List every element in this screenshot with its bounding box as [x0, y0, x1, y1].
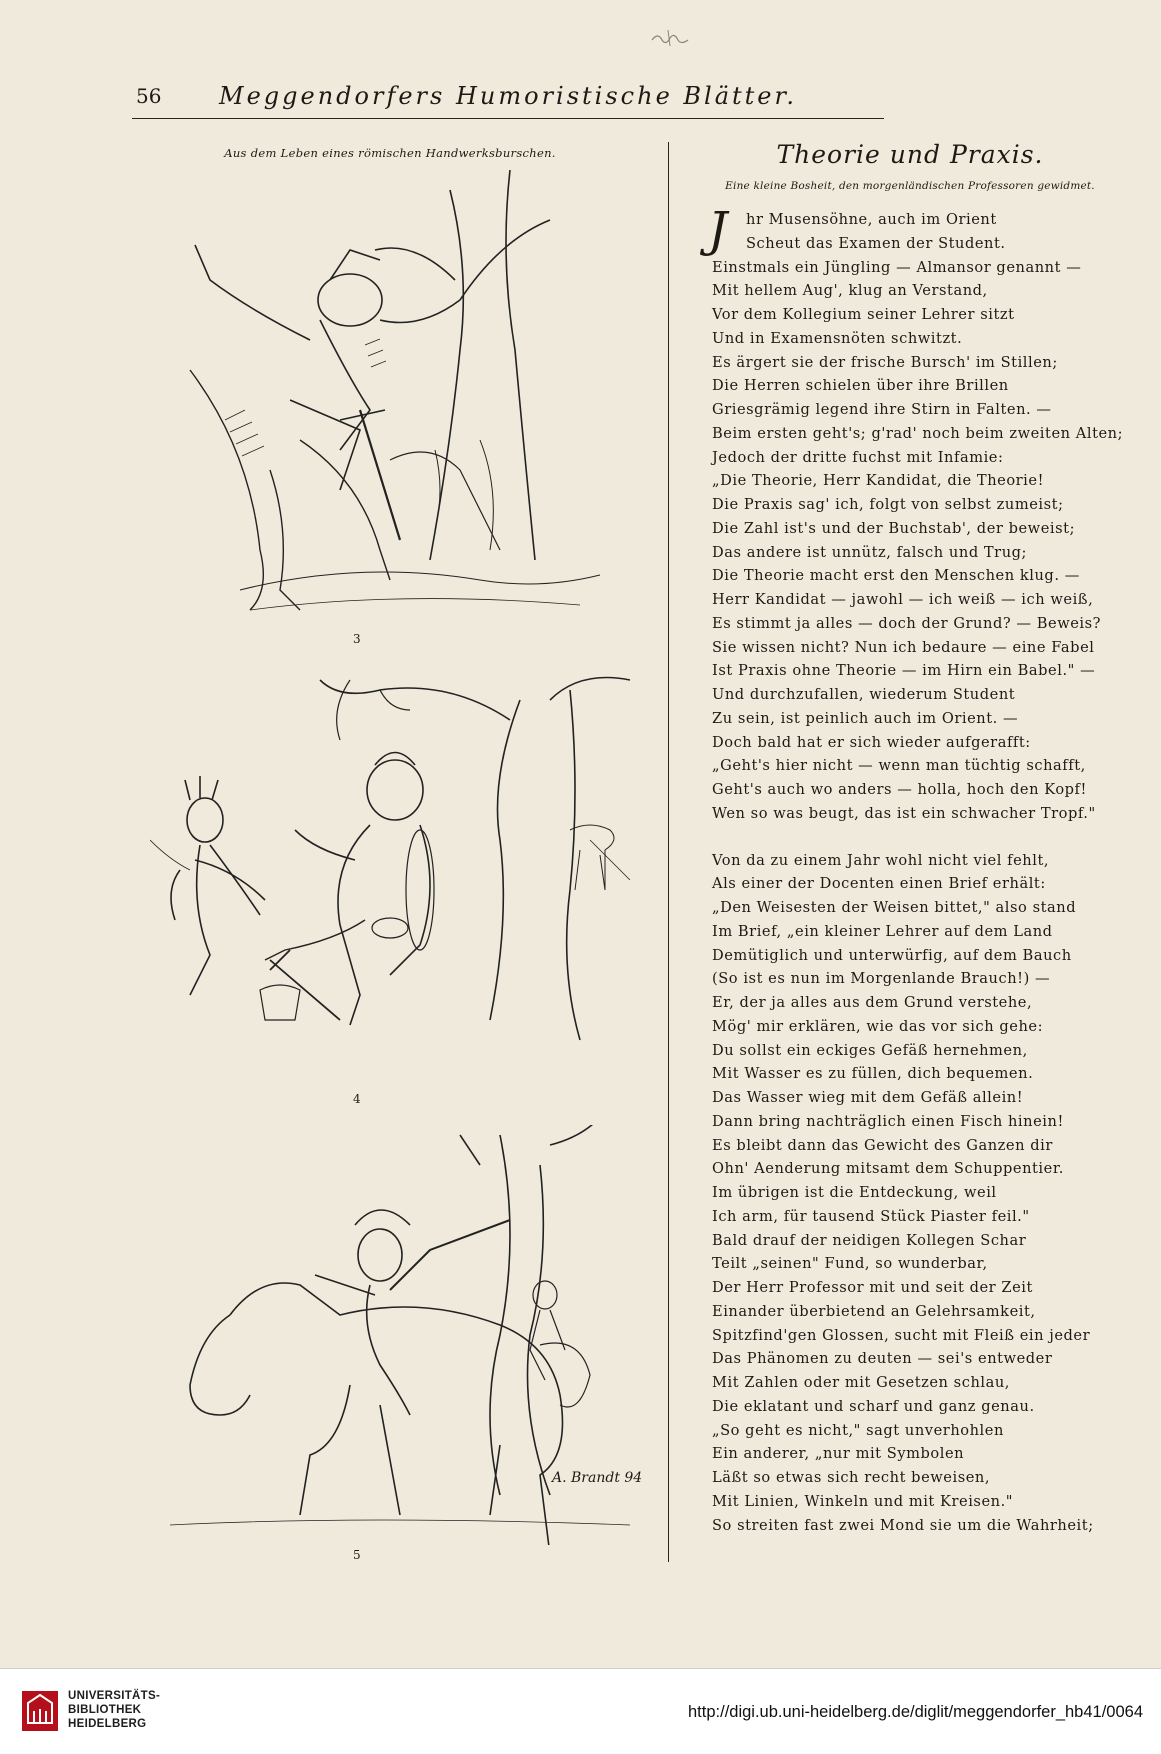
poem-line: Der Herr Professor mit und seit der Zeit	[712, 1279, 1033, 1296]
poem-line: Du sollst ein eckiges Gefäß hernehmen,	[712, 1041, 1028, 1059]
drop-cap: J	[708, 202, 728, 258]
poem-line: Als einer der Docenten einen Brief erhält:	[712, 875, 1046, 893]
illustration-4	[150, 660, 650, 1090]
poem-line: Griesgrämig legend ihre Stirn in Falten. —	[712, 401, 1052, 418]
man-kicked-by-horse-illustration	[150, 170, 650, 640]
poem-line: Mit Wasser es zu füllen, dich bequemen.	[712, 1065, 1034, 1083]
poem-line: Wen so was beugt, das ist ein schwacher Tropf."	[712, 804, 1096, 822]
poem-body	[712, 208, 1130, 1537]
poem-line: Geht's auch wo anders — holla, hoch den Kopf!	[712, 781, 1087, 798]
poem-line: Doch bald hat er sich wieder aufgerafft:	[712, 733, 1031, 751]
library-name: UNIVERSITÄTS- BIBLIOTHEK HEIDELBERG	[68, 1690, 161, 1730]
poem-line: Im übrigen ist die Entdeckung, weil	[712, 1184, 997, 1201]
poem-line: Dann bring nachträglich einen Fisch hinein!	[712, 1112, 1064, 1130]
poem-line: Das andere ist unnütz, falsch und Trug;	[712, 543, 1028, 561]
poem-line: Spitzfind'gen Glossen, sucht mit Fleiß ein jeder	[712, 1326, 1091, 1344]
illustration-caption: Aus dem Leben eines römischen Handwerksburschen.	[224, 146, 556, 160]
source-url[interactable]: http://digi.ub.uni-heidelberg.de/diglit/meggendorfer_hb41/0064	[688, 1703, 1143, 1721]
poem-line: So streiten fast zwei Mond sie um die Wahrheit;	[712, 1516, 1094, 1534]
poem-line: Zu sein, ist peinlich auch im Orient. —	[712, 709, 1019, 727]
poem-line: Es stimmt ja alles — doch der Grund? — Beweis?	[712, 614, 1102, 632]
illustration-3	[150, 170, 650, 640]
poem-line: Die Zahl ist's und der Buchstab', der beweist;	[712, 519, 1076, 537]
figure-4-number: 4	[353, 1092, 361, 1106]
pencil-mark-icon	[648, 26, 692, 52]
poem-line: „Die Theorie, Herr Kandidat, die Theorie!	[712, 472, 1045, 490]
poem-line: Es ärgert sie der frische Bursch' im Stillen;	[712, 353, 1058, 371]
poem-line: Jedoch der dritte fuchst mit Infamie:	[712, 448, 1004, 466]
figure-5-number: 5	[353, 1548, 361, 1562]
library-footer	[0, 1668, 1161, 1754]
poem-line: Das Wasser wieg mit dem Gefäß allein!	[712, 1089, 1024, 1106]
poem-line: Im Brief, „ein kleiner Lehrer auf dem Land	[712, 922, 1053, 940]
magazine-title: Meggendorfers Humoristische Blätter.	[219, 82, 797, 110]
poem-line: Einander überbietend an Gelehrsamkeit,	[712, 1302, 1036, 1320]
poem-line: Scheut das Examen der Student.	[746, 234, 1006, 252]
poem-line: Es bleibt dann das Gewicht des Ganzen dir	[712, 1136, 1053, 1154]
poem-line: Demütiglich und unterwürfig, auf dem Bauch	[712, 946, 1072, 964]
poem-line: Die eklatant und scharf und ganz genau.	[712, 1397, 1035, 1415]
poem-line: Mit Linien, Winkeln und mit Kreisen."	[712, 1492, 1014, 1510]
poem-line: Läßt so etwas sich recht beweisen,	[712, 1469, 991, 1486]
poem-line: Sie wissen nicht? Nun ich bedaure — eine Fabel	[712, 638, 1095, 656]
poem-line: Einstmals ein Jüngling — Almansor genannt —	[712, 258, 1082, 276]
artist-signature: A. Brandt 94	[552, 1470, 643, 1486]
poem-line: Vor dem Kollegium seiner Lehrer sitzt	[712, 306, 1015, 323]
poem-line: Ist Praxis ohne Theorie — im Hirn ein Babel." —	[712, 662, 1096, 680]
poem-line: „Geht's hier nicht — wenn man tüchtig schafft,	[712, 757, 1086, 775]
page-header	[132, 78, 884, 119]
poem-line: „Den Weisesten der Weisen bittet," also stand	[712, 899, 1077, 916]
poem-line: Ohn' Aenderung mitsamt dem Schuppentier.	[712, 1160, 1064, 1178]
poem-title: Theorie und Praxis.	[776, 140, 1044, 169]
poem-line: (So ist es nun im Morgenlande Brauch!) —	[712, 970, 1051, 988]
poem-line: Bald drauf der neidigen Kollegen Schar	[712, 1231, 1027, 1249]
poem-line: Ich arm, für tausend Stück Piaster feil."	[712, 1207, 1030, 1225]
poem-line: Herr Kandidat — jawohl — ich weiß — ich weiß,	[712, 591, 1094, 608]
university-library-logo-icon	[20, 1689, 60, 1733]
poem-line: Ein anderer, „nur mit Symbolen	[712, 1445, 965, 1463]
poem-line: Mög' mir erklären, wie das vor sich gehe:	[712, 1017, 1044, 1035]
poem-line: Er, der ja alles aus dem Grund verstehe,	[712, 994, 1033, 1011]
poem-line: Die Theorie macht erst den Menschen klug. —	[712, 567, 1080, 585]
poem-line: Beim ersten geht's; g'rad' noch beim zweiten Alten;	[712, 424, 1124, 442]
stanza-gap	[712, 826, 1130, 849]
poem-line: hr Musensöhne, auch im Orient	[746, 211, 997, 228]
column-divider	[668, 142, 669, 1562]
poem-line: „So geht es nicht," sagt unverhohlen	[712, 1421, 1004, 1439]
poem-subtitle: Eine kleine Bosheit, den morgenländischen Professoren gewidmet.	[725, 180, 1095, 192]
poem-line: Von da zu einem Jahr wohl nicht viel fehlt,	[712, 851, 1050, 869]
poem-line: Und in Examensnöten schwitzt.	[712, 329, 963, 347]
poem-line: Teilt „seinen" Fund, so wunderbar,	[712, 1255, 988, 1273]
page-number: 56	[136, 84, 162, 108]
poem-line: Das Phänomen zu deuten — sei's entweder	[712, 1350, 1053, 1368]
figure-3-number: 3	[353, 632, 361, 646]
poem-line: Mit hellem Aug', klug an Verstand,	[712, 282, 988, 300]
poem-line: Die Herren schielen über ihre Brillen	[712, 377, 1009, 395]
poem-line: Mit Zahlen oder mit Gesetzen schlau,	[712, 1374, 1011, 1391]
poem-line: Und durchzufallen, wiederum Student	[712, 686, 1016, 703]
poem-line: Die Praxis sag' ich, folgt von selbst zumeist;	[712, 496, 1064, 513]
soldier-pulling-boot-illustration	[150, 660, 650, 1090]
